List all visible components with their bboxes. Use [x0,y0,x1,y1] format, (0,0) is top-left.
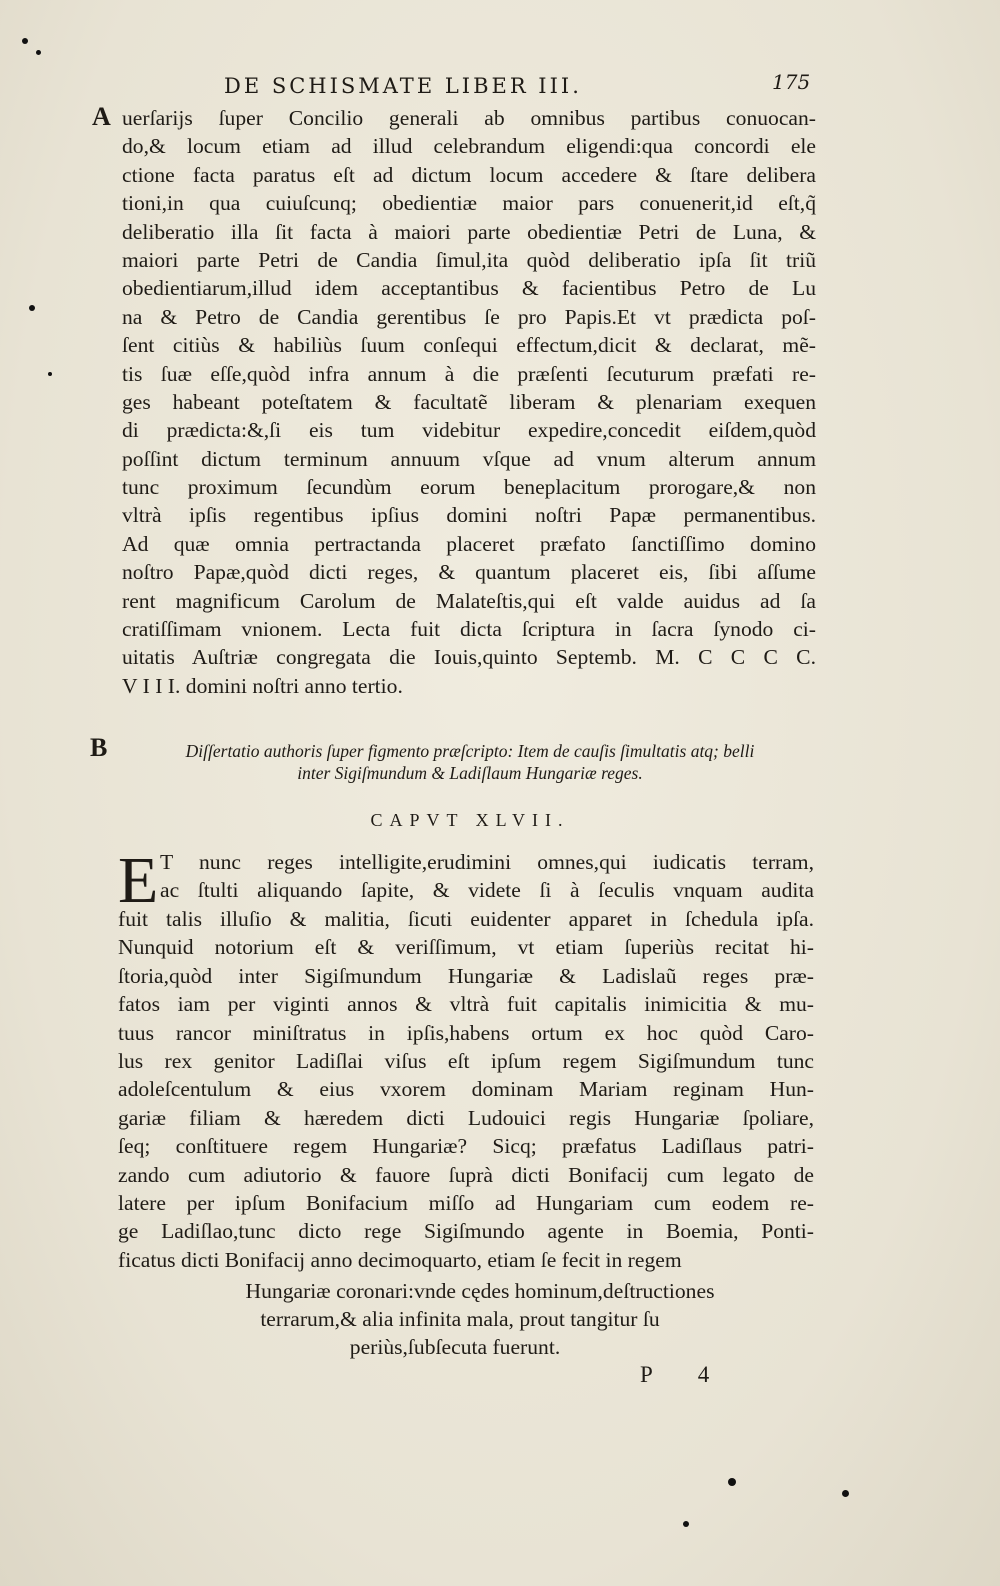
text-line: obedientiarum,illud idem acceptantibus & facientibus Petro de Lu [122,276,816,301]
text-line: tunc proximum ſecundùm eorum beneplacitum prorogare,& non [122,475,816,500]
text-line: lus rex genitor Ladiſlai viſus eſt ipſum regem Sigiſmundum tunc [118,1048,814,1073]
page-number: 175 [772,70,811,94]
text-line: cratiſſimam vnionem. Lecta fuit dicta ſcriptura in ſacra ſynodo ci- [122,617,816,642]
ink-speck [22,38,28,44]
chapter-heading: CAPVT XLVII. [370,810,570,830]
ink-speck [36,50,41,55]
text-line: ac ſtulti aliquando ſapite, & videte ſi à ſeculis vnquam audita [160,878,814,903]
text-line: gariæ filiam & hæredem dicti Ludouici regis Hungariæ ſpoliare, [118,1105,814,1130]
running-title: DE SCHISMATE LIBER III. [224,74,582,98]
text-line: noſtro Papæ,quòd dicti reges, & quantum placeret eis, ſibi aſſume [122,560,816,585]
ink-speck [29,305,35,311]
text-line: vltrà ipſis regentibus ipſius domini noſtri Papæ permanentibus. [122,503,816,528]
text-line: poſſint dictum terminum annuum vſque ad vnum alterum annum [122,446,816,471]
text-line: na & Petro de Candia gerentibus ſe pro Papis.Et vt prædicta poſ- [122,304,816,329]
text-line: uitatis Auſtriæ congregata die Iouis,quinto Septemb. M. C C C C. [122,645,816,670]
text-line: tis ſuæ eſſe,quòd infra annum à die præſenti ſecuturum præfati re- [122,361,816,386]
text-line: latere per ipſum Bonifacium miſſo ad Hungariam cum eodem re- [118,1190,814,1215]
text-line: di prædicta:&,ſi eis tum videbitur expedire,concedit eiſdem,quòd [122,418,816,443]
section-b-text [118,905,814,1274]
text-line: tuus rancor miniſtratus in ipſis,habens ortum ex hoc quòd Caro- [118,1020,814,1045]
ink-speck [683,1521,689,1527]
chapter-subtitle-line-2: inter Sigiſmundum & Ladiſlaum Hungariæ reges. [297,763,643,783]
text-line: uerſarijs ſuper Concilio generali ab omnibus partibus conuocan- [122,106,816,130]
text-line: ſent citiùs & habiliùs ſuum conſequi effectum,dicit & declarat, mẽ- [122,333,816,358]
text-line: zando cum adiutorio & fauore ſuprà dicti Bonifacij cum legato de [118,1162,814,1187]
text-line: ges habeant poteſtatem & facultatẽ liberam & plenariam exequen [122,389,816,414]
text-line: Nunquid notorium eſt & veriſſimum, vt etiam ſuperiùs recitat hi- [118,935,814,960]
ink-speck [48,372,52,376]
text-line: T nunc reges intelligite,erudimini omnes,qui iudicatis terram, [160,850,814,874]
tail-line-3: periùs,ſubſecuta fuerunt. [349,1335,561,1359]
margin-letter-a: A [92,102,111,131]
text-line: fatos iam per viginti annos & vltrà fuit capitalis inimicitia & mu- [118,992,814,1017]
text-line: tioni,in qua cuiuſcunq; obedientiæ maior pars conuenerit,id eſt,q̃ [122,191,816,216]
signature-mark: P 4 [640,1362,730,1387]
margin-letter-b: B [90,733,108,762]
tail-line-1: Hungariæ coronari:vnde cędes hominum,deſtructiones [245,1279,715,1303]
text-line: deliberatio illa ſit facta à maiori parte obedientiæ Petri de Luna, & [122,219,816,244]
text-line: V I I I. domini noſtri anno tertio. [122,673,403,698]
first-line [160,848,814,905]
chapter-subtitle-line-1: Diſſertatio authoris ſuper figmento præſcripto: Item de cauſis ſimultatis atq; belli [185,741,755,761]
text-line: maiori parte Petri de Candia ſimul,ita quòd deliberatio ipſa ſit triũ [122,247,816,272]
ink-speck [728,1478,736,1486]
section-a-text [122,104,816,700]
text-line: Ad quæ omnia pertractanda placeret præfato ſanctiſſimo domino [122,531,816,556]
text-line: ge Ladiſlao,tunc dicto rege Sigiſmundo agente in Boemia, Ponti- [118,1219,814,1244]
text-line: do,& locum etiam ad illud celebrandum eligendi:qua concordi ele [122,134,816,159]
text-line: fuit talis illuſio & malitia, ſicuti euidenter apparet in ſchedula ipſa. [118,907,814,931]
text-line: ficatus dicti Bonifacij anno decimoquarto, etiam ſe fecit in regem [118,1247,682,1272]
text-line: adoleſcentulum & eius vxorem dominam Mariam reginam Hun- [118,1077,814,1102]
text-line: ſtoria,quòd inter Sigiſmundum Hungariæ & Ladislaũ reges præ- [118,963,814,988]
text-line: ctione facta paratus eſt ad dictum locum accedere & ſtare delibera [122,162,816,187]
text-line: ſeq; conſtituere regem Hungariæ? Sicq; præfatus Ladiſlaus patri- [118,1134,814,1159]
ink-speck [842,1490,849,1497]
tail-line-2: terrarum,& alia infinita mala, prout tangitur ſu [260,1307,660,1331]
drop-cap: E [118,844,159,917]
text-line: rent magnificum Carolum de Malateſtis,qui eſt valde auidus ad ſa [122,588,816,613]
